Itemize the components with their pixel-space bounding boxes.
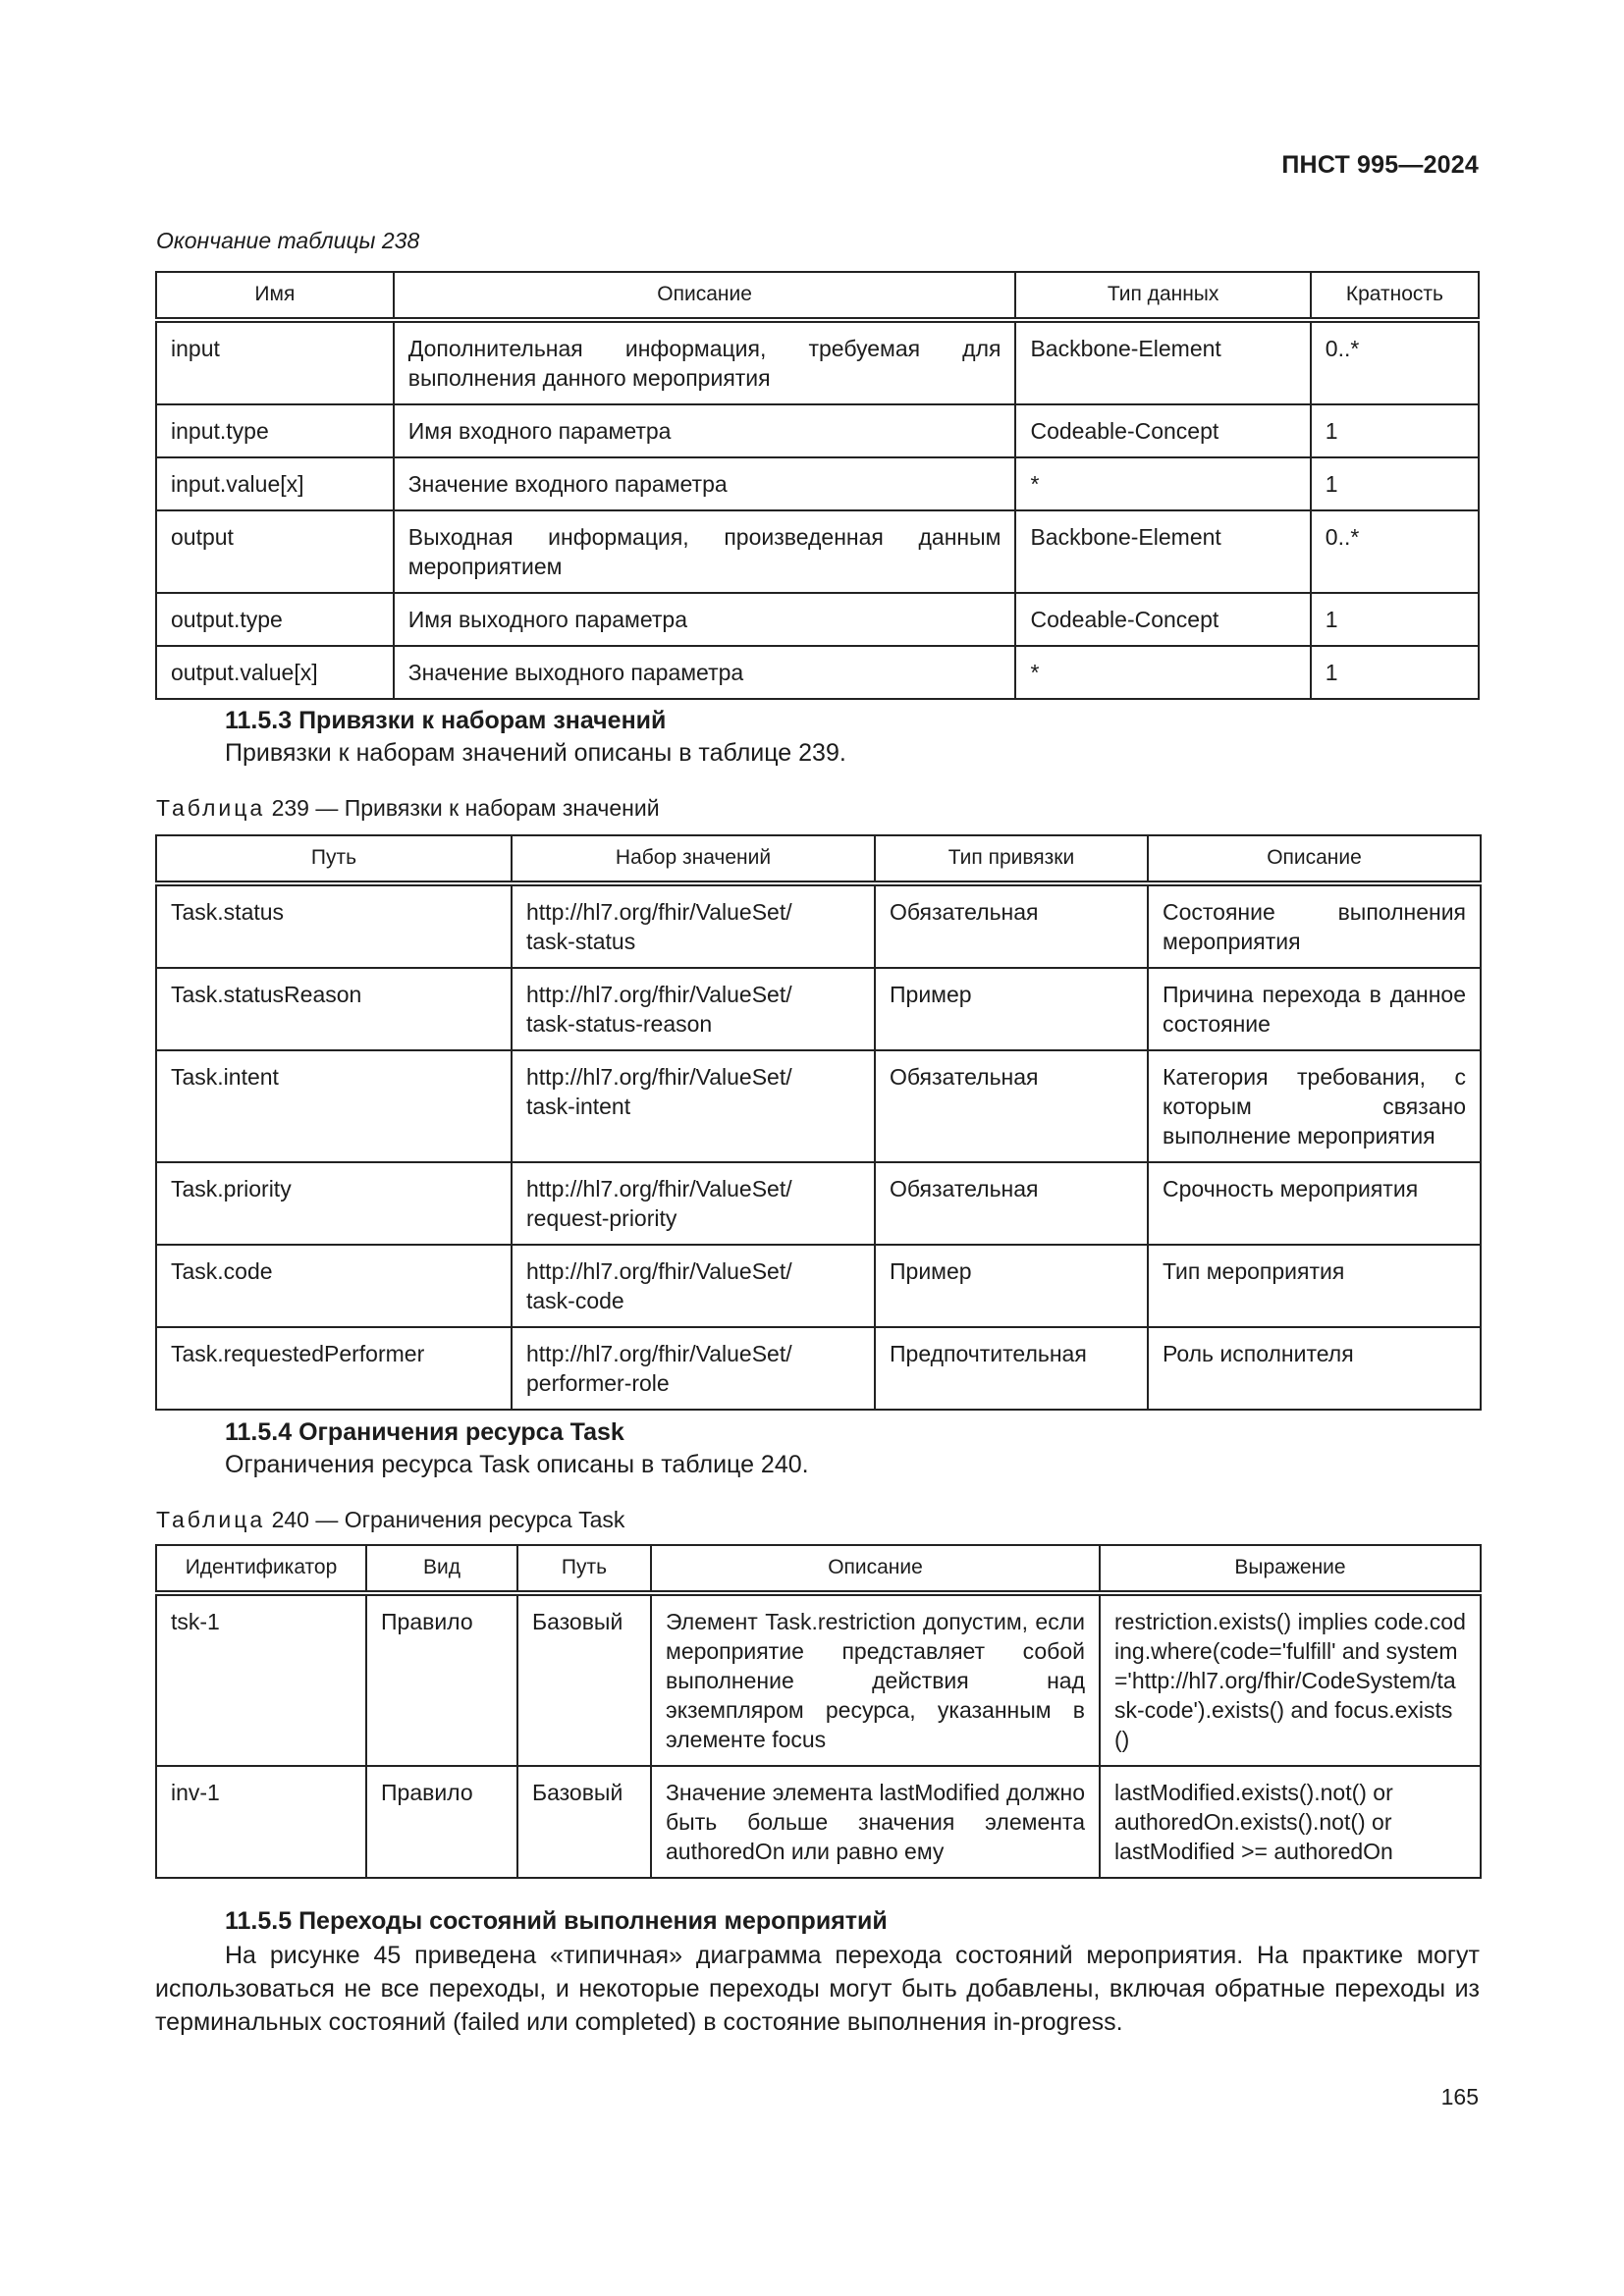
table-label: Таблица	[156, 1507, 266, 1532]
table-238-continuation-caption: Окончание таблицы 238	[156, 228, 420, 253]
section-11-5-3-heading: 11.5.3 Привязки к наборам значений	[225, 707, 667, 734]
cell-name: input	[156, 320, 394, 404]
table-label: Таблица	[156, 795, 266, 821]
cell-kind: Правило	[366, 1593, 517, 1766]
cell-description: Срочность мероприятия	[1148, 1162, 1481, 1245]
table-row	[156, 593, 1479, 646]
column-header: Описание	[394, 272, 1016, 320]
cell-description: Роль исполнителя	[1148, 1327, 1481, 1410]
column-header: Путь	[156, 835, 512, 883]
cell-description: Тип мероприятия	[1148, 1245, 1481, 1327]
cell-description: Состояние выполнения мероприятия	[1148, 883, 1481, 968]
table-row	[156, 646, 1479, 699]
valueset-url: http://hl7.org/fhir/ValueSet/	[526, 982, 792, 1007]
table-239-title	[156, 795, 660, 822]
column-header: Тип привязки	[875, 835, 1148, 883]
cell-type: *	[1015, 457, 1310, 510]
cell-binding: Пример	[875, 1245, 1148, 1327]
cell-path: Task.intent	[156, 1050, 512, 1162]
cell-id: tsk-1	[156, 1593, 366, 1766]
valueset-url: http://hl7.org/fhir/ValueSet/	[526, 1176, 792, 1201]
column-header: Кратность	[1311, 272, 1479, 320]
cell-cardinality: 1	[1311, 404, 1479, 457]
cell-cardinality: 1	[1311, 457, 1479, 510]
cell-id: inv-1	[156, 1766, 366, 1878]
cell-expression: restriction.exists() implies code.coding.where(code='fulfill' and system='http://hl7.org/fhir/CodeSystem/task-code').exists() and focus.exists()	[1100, 1593, 1481, 1766]
page-number: 165	[1440, 2084, 1479, 2109]
valueset-id: performer-role	[526, 1370, 670, 1396]
cell-description: Категория требования, с которым связано выполнение мероприятия	[1148, 1050, 1481, 1162]
table-title-text: 240 — Ограничения ресурса Task	[265, 1507, 625, 1532]
cell-description: Причина перехода в данное состояние	[1148, 968, 1481, 1050]
valueset-id: task-status-reason	[526, 1011, 713, 1037]
cell-cardinality: 1	[1311, 593, 1479, 646]
cell-name: output.type	[156, 593, 394, 646]
table-240	[155, 1544, 1482, 1879]
cell-type: Codeable-Concept	[1015, 404, 1310, 457]
cell-cardinality: 0..*	[1311, 510, 1479, 593]
table-238	[155, 271, 1480, 700]
cell-description: Значение выходного параметра	[394, 646, 1016, 699]
cell-name: output.value[x]	[156, 646, 394, 699]
valueset-id: task-code	[526, 1288, 624, 1313]
cell-kind: Правило	[366, 1766, 517, 1878]
cell-type: *	[1015, 646, 1310, 699]
section-11-5-5-paragraph: На рисунке 45 приведена «типичная» диаграмма перехода состояний мероприятия. На практике могут использоваться не все переходы, и некоторые переходы могут быть добавлены, включая обратные переходы из терминальных состояний (failed или completed) в состояние выполнения in-progress.	[155, 1942, 1480, 2036]
cell-expression: lastModified.exists().not() or authoredOn.exists().not() or lastModified >= authoredOn	[1100, 1766, 1481, 1878]
cell-binding: Обязательная	[875, 1162, 1148, 1245]
cell-valueset	[512, 1245, 875, 1327]
column-header: Описание	[651, 1545, 1100, 1593]
section-11-5-5-heading: 11.5.5 Переходы состояний выполнения мероприятий	[225, 1907, 888, 1935]
cell-path: Базовый	[517, 1593, 651, 1766]
section-11-5-3-text: Привязки к наборам значений описаны в таблице 239.	[225, 739, 846, 767]
cell-valueset	[512, 1162, 875, 1245]
table-row	[156, 1766, 1481, 1878]
table-row	[156, 968, 1481, 1050]
cell-description: Значение элемента lastModified должно быть больше значения элемента authoredOn или равно ему	[651, 1766, 1100, 1878]
cell-description: Выходная информация, произведенная данным мероприятием	[394, 510, 1016, 593]
cell-valueset	[512, 883, 875, 968]
cell-name: input.type	[156, 404, 394, 457]
table-row	[156, 320, 1479, 404]
valueset-id: task-status	[526, 929, 636, 954]
valueset-url: http://hl7.org/fhir/ValueSet/	[526, 899, 792, 925]
table-header-row	[156, 835, 1481, 883]
cell-description: Элемент Task.restriction допустим, если мероприятие представляет собой выполнение действия над экземпляром ресурса, указанным в элементе focus	[651, 1593, 1100, 1766]
table-header-row	[156, 1545, 1481, 1593]
column-header: Описание	[1148, 835, 1481, 883]
column-header: Идентификатор	[156, 1545, 366, 1593]
cell-path: Task.statusReason	[156, 968, 512, 1050]
cell-path: Task.priority	[156, 1162, 512, 1245]
cell-description: Имя входного параметра	[394, 404, 1016, 457]
section-11-5-4-text: Ограничения ресурса Task описаны в таблице 240.	[225, 1451, 809, 1478]
cell-path: Task.requestedPerformer	[156, 1327, 512, 1410]
valueset-url: http://hl7.org/fhir/ValueSet/	[526, 1341, 792, 1366]
cell-type: Backbone-Element	[1015, 510, 1310, 593]
cell-name: input.value[x]	[156, 457, 394, 510]
column-header: Набор значений	[512, 835, 875, 883]
cell-description: Имя выходного параметра	[394, 593, 1016, 646]
table-240-title	[156, 1507, 624, 1533]
cell-path: Базовый	[517, 1766, 651, 1878]
cell-binding: Пример	[875, 968, 1148, 1050]
column-header: Вид	[366, 1545, 517, 1593]
cell-binding: Предпочтительная	[875, 1327, 1148, 1410]
cell-description: Дополнительная информация, требуемая для выполнения данного мероприятия	[394, 320, 1016, 404]
cell-binding: Обязательная	[875, 883, 1148, 968]
cell-valueset	[512, 968, 875, 1050]
cell-valueset	[512, 1050, 875, 1162]
cell-path: Task.status	[156, 883, 512, 968]
valueset-id: task-intent	[526, 1094, 631, 1119]
table-row	[156, 510, 1479, 593]
cell-description: Значение входного параметра	[394, 457, 1016, 510]
column-header: Имя	[156, 272, 394, 320]
cell-type: Codeable-Concept	[1015, 593, 1310, 646]
table-row	[156, 404, 1479, 457]
table-row	[156, 1050, 1481, 1162]
cell-valueset	[512, 1327, 875, 1410]
table-title-text: 239 — Привязки к наборам значений	[265, 795, 660, 821]
cell-cardinality: 1	[1311, 646, 1479, 699]
column-header: Тип данных	[1015, 272, 1310, 320]
column-header: Выражение	[1100, 1545, 1481, 1593]
valueset-url: http://hl7.org/fhir/ValueSet/	[526, 1258, 792, 1284]
cell-cardinality: 0..*	[1311, 320, 1479, 404]
table-row	[156, 883, 1481, 968]
table-row	[156, 1245, 1481, 1327]
valueset-url: http://hl7.org/fhir/ValueSet/	[526, 1064, 792, 1090]
table-239	[155, 834, 1482, 1411]
cell-path: Task.code	[156, 1245, 512, 1327]
table-row	[156, 1162, 1481, 1245]
cell-binding: Обязательная	[875, 1050, 1148, 1162]
valueset-id: request-priority	[526, 1205, 677, 1231]
table-row	[156, 1327, 1481, 1410]
column-header: Путь	[517, 1545, 651, 1593]
table-row	[156, 457, 1479, 510]
cell-type: Backbone-Element	[1015, 320, 1310, 404]
section-11-5-4-heading: 11.5.4 Ограничения ресурса Task	[225, 1418, 624, 1446]
table-header-row	[156, 272, 1479, 320]
document-code: ПНСТ 995—2024	[1281, 151, 1479, 179]
table-row	[156, 1593, 1481, 1766]
cell-name: output	[156, 510, 394, 593]
